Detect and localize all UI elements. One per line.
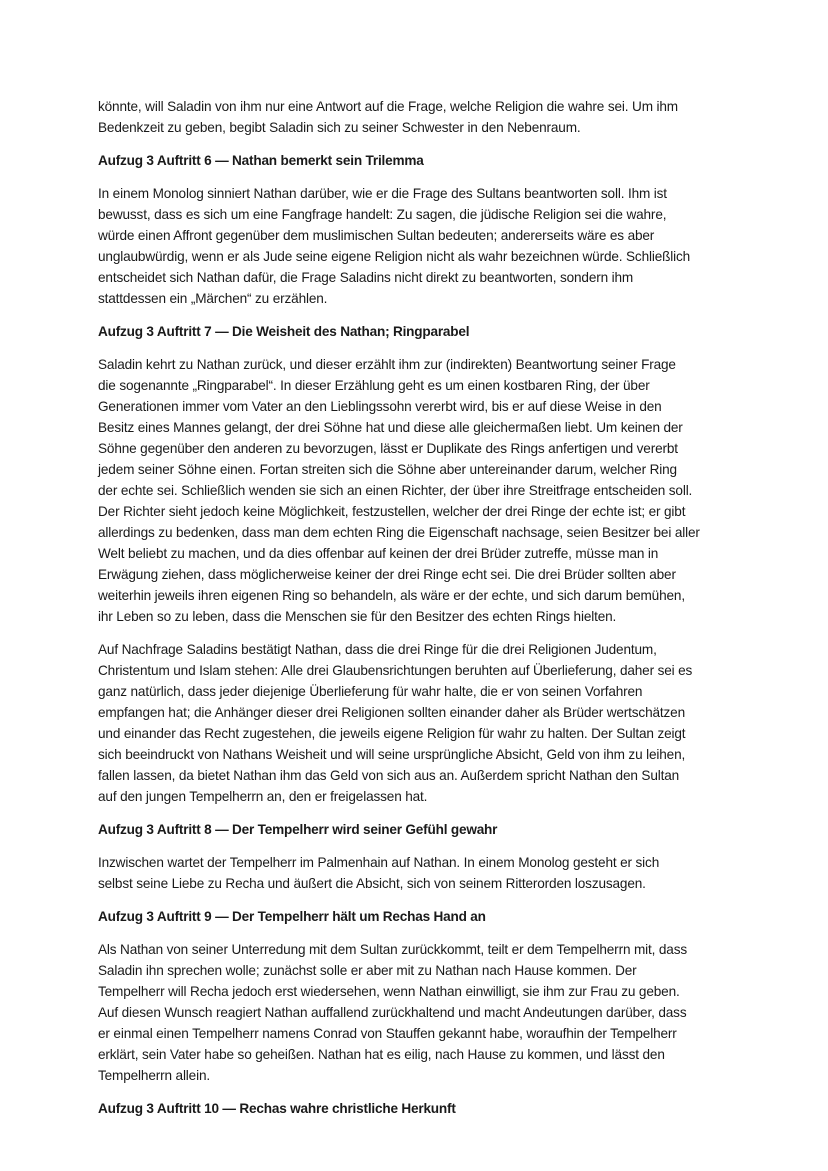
text-line: Welt beliebt zu machen, und da dies offenbar auf keinen der drei Brüder zutreffe, müsse man in — [98, 546, 659, 561]
text-line: entscheidet sich Nathan dafür, die Frage Saladins nicht direkt zu beantworten, sondern ihm — [98, 270, 634, 285]
paragraph-intro — [98, 96, 738, 138]
text-line: ihr Leben so zu leben, dass die Menschen sie für den Besitzer des echten Rings hielten. — [98, 609, 617, 624]
text-line: Erwägung ziehen, dass möglicherweise keiner der drei Ringe echt sei. Die drei Brüder sollten aber — [98, 567, 676, 582]
document-page — [98, 96, 738, 1119]
text-line: Generationen immer vom Vater an den Lieblingssohn vererbt wird, bis er auf diese Weise in den — [98, 399, 662, 414]
text-line: allerdings zu bedenken, dass man dem echten Ring die Eigenschaft nachsage, seien Besitzer bei aller — [98, 525, 700, 540]
text-line: Tempelherr will Recha jedoch erst wiedersehen, wenn Nathan einwilligt, sie ihm zur Frau zu geben. — [98, 984, 680, 999]
paragraph-auftritt-7-ringparabel — [98, 354, 738, 627]
section-heading-auftritt-8: Aufzug 3 Auftritt 8 — Der Tempelherr wird seiner Gefühl gewahr — [98, 822, 498, 837]
text-line: selbst seine Liebe zu Recha und äußert die Absicht, sich von seinem Ritterorden loszusagen. — [98, 876, 646, 891]
paragraph-auftritt-7-deutung — [98, 639, 738, 807]
text-line: auf den jungen Tempelherrn an, den er freigelassen hat. — [98, 789, 428, 804]
text-line: Als Nathan von seiner Unterredung mit dem Sultan zurückkommt, teilt er dem Tempelherrn mit, dass — [98, 942, 688, 957]
text-line: weiterhin jeweils ihren eigenen Ring so behandeln, als wäre er der echte, und sich darum bemühen, — [98, 588, 685, 603]
text-line: würde einen Affront gegenüber dem muslimischen Sultan bedeuten; andererseits wäre es aber — [98, 228, 655, 243]
text-line: die sogenannte „Ringparabel“. In dieser Erzählung geht es um einen kostbaren Ring, der über — [98, 378, 650, 393]
text-line: Inzwischen wartet der Tempelherr im Palmenhain auf Nathan. In einem Monolog gesteht er sich — [98, 855, 660, 870]
text-line: Besitz eines Mannes gelangt, der drei Söhne hat und diese alle gleichermaßen liebt. Um keinen der — [98, 420, 683, 435]
text-line: bewusst, dass es sich um eine Fangfrage handelt: Zu sagen, die jüdische Religion sei die wahre, — [98, 207, 667, 222]
text-line: In einem Monolog sinniert Nathan darüber, wie er die Frage des Sultans beantworten soll. Ihm ist — [98, 186, 667, 201]
text-line: Söhne gegenüber den anderen zu bevorzugen, lässt er Duplikate des Rings anfertigen und vererbt — [98, 441, 678, 456]
text-line: erklärt, sein Vater habe so geheißen. Nathan hat es eilig, nach Hause zu kommen, und lässt den — [98, 1047, 665, 1062]
section-heading-auftritt-6: Aufzug 3 Auftritt 6 — Nathan bemerkt sein Trilemma — [98, 153, 424, 168]
text-line: Bedenkzeit zu geben, begibt Saladin sich zu seiner Schwester in den Nebenraum. — [98, 120, 581, 135]
section-heading-auftritt-7: Aufzug 3 Auftritt 7 — Die Weisheit des Nathan; Ringparabel — [98, 324, 470, 339]
text-line: fallen lassen, da bietet Nathan ihm das Geld von sich aus an. Außerdem spricht Nathan den Sultan — [98, 768, 680, 783]
text-line: jedem seiner Söhne einen. Fortan streiten sich die Söhne aber untereinander darum, welcher Ring — [98, 462, 677, 477]
text-line: er einmal einen Tempelherr namens Conrad von Stauffen gekannt habe, woraufhin der Tempelherr — [98, 1026, 677, 1041]
section-heading-auftritt-10: Aufzug 3 Auftritt 10 — Rechas wahre christliche Herkunft — [98, 1101, 456, 1116]
text-line: sich beeindruckt von Nathans Weisheit und will seine ursprüngliche Absicht, Geld von ihm zu leihen, — [98, 747, 686, 762]
text-line: könnte, will Saladin von ihm nur eine Antwort auf die Frage, welche Religion die wahre sei. Um ihm — [98, 99, 678, 114]
text-line: Christentum und Islam stehen: Alle drei Glaubensrichtungen beruhten auf Überlieferung, daher sei es — [98, 663, 693, 678]
text-line: Saladin kehrt zu Nathan zurück, und dieser erzählt ihm zur (indirekten) Beantwortung seiner Frage — [98, 357, 676, 372]
text-line: der echte sei. Schließlich wenden sie sich an einen Richter, der über ihre Streitfrage entscheiden soll. — [98, 483, 693, 498]
text-line: Auf diesen Wunsch reagiert Nathan auffallend zurückhaltend und macht Andeutungen darüber, dass — [98, 1005, 687, 1020]
text-line: ganz natürlich, dass jeder diejenige Überlieferung für wahr halte, die er von seinen Vorfahren — [98, 684, 643, 699]
paragraph-auftritt-6 — [98, 183, 738, 309]
text-line: und einander das Recht zugestehen, die jeweils eigene Religion für wahr zu halten. Der Sultan zeigt — [98, 726, 686, 741]
text-line: stattdessen ein „Märchen“ zu erzählen. — [98, 291, 328, 306]
section-heading-auftritt-9: Aufzug 3 Auftritt 9 — Der Tempelherr hält um Rechas Hand an — [98, 909, 486, 924]
text-line: Der Richter sieht jedoch keine Möglichkeit, festzustellen, welcher der drei Ringe der echte ist; er gibt — [98, 504, 686, 519]
text-line: empfangen hat; die Anhänger dieser drei Religionen sollten einander daher als Brüder wertschätzen — [98, 705, 685, 720]
paragraph-auftritt-8 — [98, 852, 738, 894]
text-line: unglaubwürdig, wenn er als Jude seine eigene Religion nicht als wahr bezeichnen würde. Schließlich — [98, 249, 691, 264]
paragraph-auftritt-9 — [98, 939, 738, 1086]
text-line: Auf Nachfrage Saladins bestätigt Nathan, dass die drei Ringe für die drei Religionen Judentum, — [98, 642, 657, 657]
text-line: Saladin ihn sprechen wolle; zunächst solle er aber mit zu Nathan nach Hause kommen. Der — [98, 963, 637, 978]
text-line: Tempelherrn allein. — [98, 1068, 210, 1083]
